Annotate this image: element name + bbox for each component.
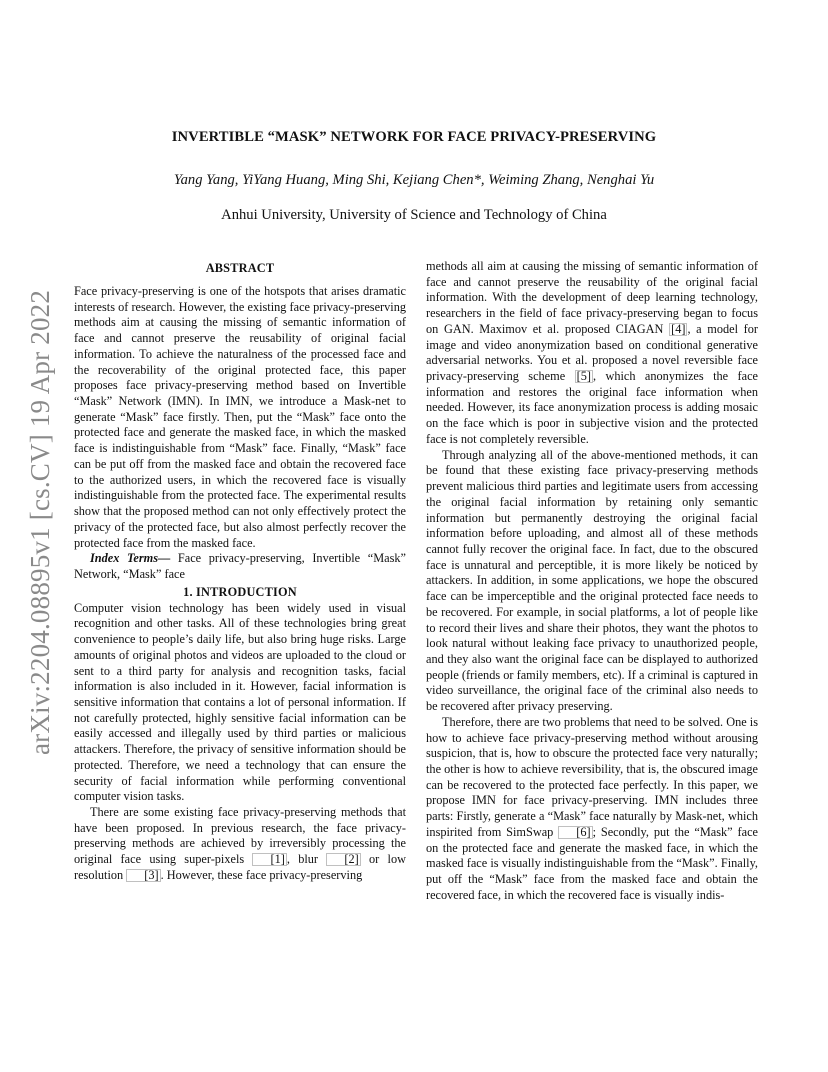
right-column — [426, 259, 758, 903]
arxiv-side-stamp — [23, 285, 57, 755]
intro-paragraph-4 — [426, 715, 758, 904]
author-list: Yang Yang, YiYang Huang, Ming Shi, Kejiang Chen*, Weiming Zhang, Nenghai Yu — [173, 172, 655, 188]
citation-link[interactable]: [3] — [126, 869, 160, 882]
intro-paragraph-2 — [74, 805, 406, 884]
citation-link[interactable]: [5] — [576, 369, 591, 384]
citation-link[interactable]: [6] — [558, 826, 592, 839]
text-run: or low resolution — [74, 852, 407, 882]
index-terms-text: Face privacy-preserving, Invertible “Mask” Network, “Mask” face — [74, 551, 406, 581]
text-run: methods all aim at causing the missing of semantic information of face and cannot preserve the reusability of the original facial information. With the development of deep learning technology, researchers in the field of face privacy-preserving began to focus on GAN. Maximov et al. proposed CIAGAN — [426, 259, 758, 336]
text-run: ; Secondly, put the “Mask” face on the protected face and generate the masked face, in which the masked face is visually indistinguishable from the “Mask”. Finally, put off the “Mask” face from the masked face and obtain the recovered face, in which the recovered face is visually indis- — [426, 824, 758, 902]
citation-link[interactable]: [2] — [326, 853, 360, 866]
index-terms — [74, 551, 406, 582]
text-run: Therefore, there are two problems that need to be solved. One is how to achieve face privacy-preserving method without arousing suspicion, that is, how to obscure the protected face very naturally; the other is how to achieve reversibility, that is, the obscured image can be recovered to the protected face perfectly. In this paper, we propose IMN for face privacy-preserving. IMN includes three parts: Firstly, generate a “Mask” face naturally by Mask-net, which inspirited from SimSwap — [426, 714, 758, 839]
abstract-heading: ABSTRACT — [205, 261, 275, 275]
intro-paragraph-1: Computer vision technology has been widely used in visual recognition and other tasks. All of these technologies bring great convenience to people’s daily life, but also bring huge risks. Large amounts of original photos and videos are uploaded to the cloud or sent to a third party for analysis and recognition tasks, facial information is also included in it. However, facial information is sensitive information that contains a lot of personal information. If not carefully protected, highly sensitive facial information can be easily accessed and illegally used by third parties or malicious attackers. Therefore, the privacy of sensitive information should be protected. Therefore, we need a technology that can ensure the security of facial information while performing conventional computer vision tasks. — [74, 600, 406, 804]
arxiv-identifier: arXiv:2204.08895v1 [cs.CV] 19 Apr 2022 — [25, 289, 55, 755]
text-run: There are some existing face privacy-preserving methods that have been proposed. In previous research, the face privacy-preserving methods are achieved by irreversibly processing the original face using super-pixels — [74, 805, 406, 867]
text-run: , which anonymizes the face information and restores the original face information when needed. However, its face anonymization process is adding mosaic on the face which is poor in subjective vision and the protected face is not completely reversible. — [426, 369, 758, 446]
intro-paragraph-3: Through analyzing all of the above-mentioned methods, it can be found that these existing face privacy-preserving methods prevent malicious third parties and legitimate users from accessing the original facial information by retaining only semantic information but permanently destroying the original facial information before uploading, and almost all of these methods cannot fully recover the original face. In fact, due to the obscured face is unnatural and perceptible, it is more likely be noticed by attackers. In addition, in some applications, we hope the obscured face can be imperceptible and the original protected face needs to be recovered. For example, in social platforms, a lot of people like to record their lives and share their photos, they want the photos to look natural without leaking face privacy to unauthorized people, and they also want the original face can be displayed to authorized people (friends or family members, etc). If a criminal is captured in video surveillance, the original face of the criminal also needs to be recovered after privacy preserving. — [426, 447, 758, 714]
text-run: , a model for image and video anonymization based on conditional generative adversarial networks. You et al. proposed a novel reversible face privacy-preserving scheme — [426, 321, 758, 384]
abstract-text: Face privacy-preserving is one of the hotspots that arises dramatic interests of research. However, the existing face privacy-preserving methods aim at causing the missing of semantic information of face and cannot preserve the reusability of original facial information. To achieve the naturalness of the processed face and the recoverability of the original protected face, this paper proposes face privacy-preserving method based on Invertible “Mask” Network (IMN). In IMN, we introduce a Mask-net to generate “Mask” face firstly. Then, put the “Mask” face onto the protected face and generate the masked face, in which the masked face is indistinguishable from “Mask” face. Finally, “Mask” face can be put off from the masked face and obtain the recovered face to the authorized users, in which the recovered face is visually indistinguishable from the protected face. The experimental results show that the proposed method can not only effectively protect the privacy of the protected face, but also almost perfectly recover the protected face from the masked face. — [74, 284, 406, 550]
intro-paragraph-continued — [426, 259, 758, 448]
index-terms-label: Index Terms— — [90, 551, 171, 566]
citation-link[interactable]: [1] — [252, 853, 286, 866]
citation-link[interactable]: [4] — [671, 321, 686, 336]
paper-title: INVERTIBLE “MASK” NETWORK FOR FACE PRIVACY-PRESERVING — [171, 129, 657, 145]
text-run: . However, these face privacy-preserving — [160, 867, 363, 882]
affiliation: Anhui University, University of Science and Technology of China — [221, 207, 607, 223]
left-column — [74, 259, 406, 884]
section-heading-introduction: 1. INTRODUCTION — [183, 584, 297, 599]
text-run: , blur — [286, 852, 327, 867]
